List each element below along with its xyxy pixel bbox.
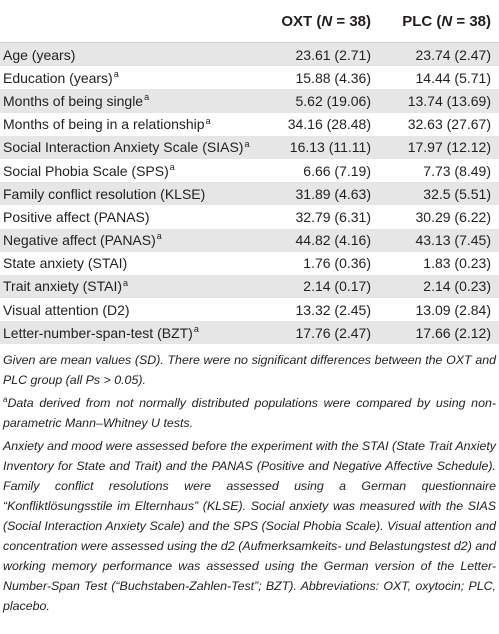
footnote-text: Data derived from not normally distributed populations were compared by using non-parametric Mann–Whitney U tests. bbox=[3, 396, 496, 430]
row-label: Months of being in a relationship bbox=[3, 116, 205, 133]
table-row bbox=[0, 252, 499, 275]
plc-value: 30.29 (6.22) bbox=[382, 205, 499, 228]
oxt-value: 15.88 (4.36) bbox=[265, 66, 382, 89]
row-footnote-mark: a bbox=[144, 92, 150, 103]
header-plc-suffix: = 38) bbox=[452, 12, 491, 30]
table-header bbox=[0, 0, 499, 43]
table-row bbox=[0, 159, 499, 182]
header-oxt-n: N bbox=[321, 12, 333, 30]
table-notes bbox=[3, 350, 496, 619]
row-label-cell bbox=[0, 182, 265, 205]
plc-value: 2.14 (0.23) bbox=[382, 275, 499, 298]
row-label: Social Interaction Anxiety Scale (SIAS) bbox=[3, 139, 244, 156]
oxt-value: 2.14 (0.17) bbox=[265, 275, 382, 298]
row-label: Visual attention (D2) bbox=[3, 301, 130, 318]
row-label: Social Phobia Scale (SPS) bbox=[3, 162, 169, 179]
row-label-cell bbox=[0, 298, 265, 321]
header-plc bbox=[382, 0, 499, 43]
row-label: Negative affect (PANAS) bbox=[3, 232, 156, 249]
row-label-cell bbox=[0, 205, 265, 228]
oxt-value: 17.76 (2.47) bbox=[265, 321, 382, 344]
mean-note: Given are mean values (SD). There were no significant differences between the OXT and PLC group (all Ps > 0.05). bbox=[3, 353, 496, 387]
row-label: Trait anxiety (STAI) bbox=[3, 278, 123, 295]
header-plc-n: N bbox=[441, 12, 453, 30]
row-label-cell bbox=[0, 43, 265, 67]
footnote-mark: a bbox=[3, 394, 8, 404]
table-row bbox=[0, 43, 499, 67]
footnote bbox=[3, 393, 496, 433]
row-label-cell bbox=[0, 66, 265, 89]
oxt-value: 13.32 (2.45) bbox=[265, 298, 382, 321]
header-row bbox=[0, 0, 499, 43]
row-footnote-mark: a bbox=[193, 324, 199, 335]
plc-value: 1.83 (0.23) bbox=[382, 252, 499, 275]
row-footnote-mark: a bbox=[156, 231, 162, 242]
plc-value: 32.5 (5.51) bbox=[382, 182, 499, 205]
oxt-value: 32.79 (6.31) bbox=[265, 205, 382, 228]
row-label-cell bbox=[0, 113, 265, 136]
row-label-cell bbox=[0, 321, 265, 344]
row-label: Family conflict resolution (KLSE) bbox=[3, 185, 206, 202]
oxt-value: 44.82 (4.16) bbox=[265, 229, 382, 252]
plc-value: 23.74 (2.47) bbox=[382, 43, 499, 67]
plc-value: 7.73 (8.49) bbox=[382, 159, 499, 182]
row-footnote-mark: a bbox=[205, 115, 211, 126]
oxt-value: 16.13 (11.11) bbox=[265, 136, 382, 159]
row-footnote-mark: a bbox=[244, 138, 250, 149]
header-label-column bbox=[0, 0, 265, 43]
table-row bbox=[0, 66, 499, 89]
plc-value: 32.63 (27.67) bbox=[382, 113, 499, 136]
row-label-cell bbox=[0, 136, 265, 159]
plc-value: 13.09 (2.84) bbox=[382, 298, 499, 321]
header-oxt bbox=[265, 0, 382, 43]
row-label: Education (years) bbox=[3, 69, 113, 86]
methods-note: Anxiety and mood were assessed before the experiment with the STAI (State Trait Anxiety Inventory for State and Trait) and the PANAS (Positive and Negative Affective Schedule). Family conflict resolutions were assessed using a German questionnaire “Konfliktlösungsstile im Elternhaus” (KLSE). Social anxiety was measured with the SIAS (Social Interaction Anxiety Scale) and the SPS (Social Phobia Scale). Visual attention and concentration were assessed using the d2 (Aufmerksamkeits- und Belastungstest d2) and working memory performance was assessed using the German version of the Letter-Number-Span Test (“Buchstaben-Zahlen-Test”; BZT). Abbreviations: OXT, oxytocin; PLC, placebo. bbox=[3, 439, 496, 613]
row-label: State anxiety (STAI) bbox=[3, 255, 128, 272]
oxt-value: 6.66 (7.19) bbox=[265, 159, 382, 182]
plc-value: 13.74 (13.69) bbox=[382, 89, 499, 112]
row-label: Age (years) bbox=[3, 46, 76, 63]
table-row bbox=[0, 205, 499, 228]
table-body bbox=[0, 43, 499, 345]
header-oxt-prefix: OXT ( bbox=[281, 12, 322, 30]
oxt-value: 31.89 (4.63) bbox=[265, 182, 382, 205]
row-footnote-mark: a bbox=[113, 69, 119, 80]
row-footnote-mark: a bbox=[169, 161, 175, 172]
row-label-cell bbox=[0, 89, 265, 112]
table-row bbox=[0, 275, 499, 298]
plc-value: 14.44 (5.71) bbox=[382, 66, 499, 89]
row-label-cell bbox=[0, 159, 265, 182]
plc-value: 17.66 (2.12) bbox=[382, 321, 499, 344]
table-row bbox=[0, 298, 499, 321]
row-footnote-mark: a bbox=[123, 277, 129, 288]
row-label-cell bbox=[0, 275, 265, 298]
table-row bbox=[0, 89, 499, 112]
oxt-value: 23.61 (2.71) bbox=[265, 43, 382, 67]
header-plc-prefix: PLC ( bbox=[402, 12, 442, 30]
table-row bbox=[0, 136, 499, 159]
table-row bbox=[0, 229, 499, 252]
oxt-value: 34.16 (28.48) bbox=[265, 113, 382, 136]
row-label-cell bbox=[0, 229, 265, 252]
oxt-value: 1.76 (0.36) bbox=[265, 252, 382, 275]
oxt-value: 5.62 (19.06) bbox=[265, 89, 382, 112]
table-row bbox=[0, 182, 499, 205]
table-row bbox=[0, 321, 499, 344]
table-row bbox=[0, 113, 499, 136]
row-label-cell bbox=[0, 252, 265, 275]
row-label: Months of being single bbox=[3, 92, 144, 109]
row-label: Positive affect (PANAS) bbox=[3, 208, 150, 225]
plc-value: 17.97 (12.12) bbox=[382, 136, 499, 159]
plc-value: 43.13 (7.45) bbox=[382, 229, 499, 252]
header-oxt-suffix: = 38) bbox=[332, 12, 371, 30]
row-label: Letter-number-span-test (BZT) bbox=[3, 324, 193, 341]
